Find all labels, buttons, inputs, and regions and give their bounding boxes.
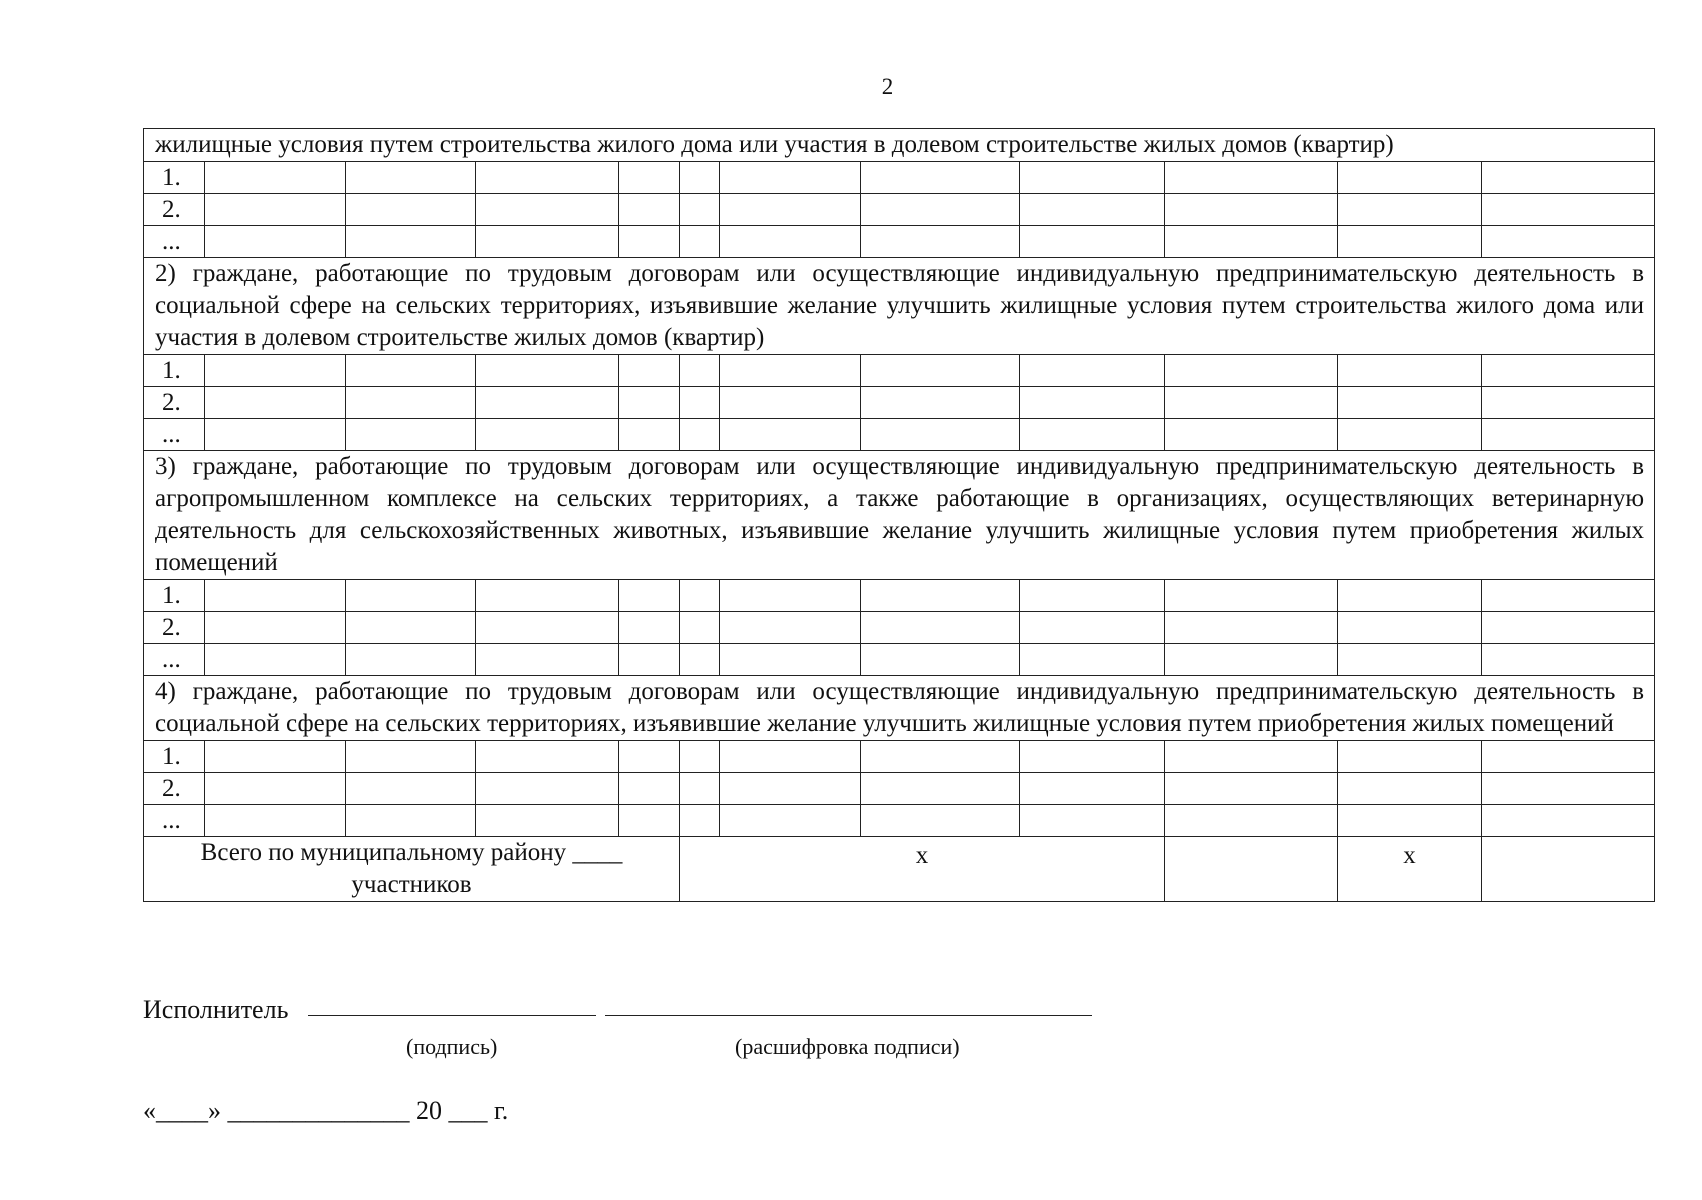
section-heading: 3) граждане, работающие по трудовым договорам или осуществляющие индивидуальную предпринимательскую деятельность в агропромышленном комплексе на сельских территориях, а также работающие в организациях, осуществляющих ветеринарную деятельность для сельскохозяйственных животных, изъявившие желание улучшить жилищные условия путем приобретения жилых помещений [144,451,1655,580]
table-cell [720,226,861,258]
table-cell [205,612,346,644]
table-cell [619,355,680,387]
row-number: ... [144,419,205,451]
row-number: ... [144,226,205,258]
table-cell [1165,837,1338,902]
table-cell [1338,644,1482,676]
table-row [144,387,1655,419]
table-cell [205,162,346,194]
table-cell [1482,837,1655,902]
section-heading-row [144,129,1655,162]
table-row [144,162,1655,194]
table-cell [1482,419,1655,451]
total-x-mark: х [680,837,1165,902]
table-cell [861,162,1020,194]
row-number: 1. [144,355,205,387]
table-cell [680,194,720,226]
table-cell [476,419,619,451]
table-cell [1165,162,1338,194]
table-cell [205,805,346,837]
table-cell [1482,580,1655,612]
table-cell [1165,194,1338,226]
table-cell [619,741,680,773]
table-cell [720,194,861,226]
table-cell [1020,805,1165,837]
signature-line [308,1015,596,1016]
table-cell [720,387,861,419]
table-cell [1165,355,1338,387]
table-cell [619,805,680,837]
table-cell [1165,773,1338,805]
table-row [144,773,1655,805]
table-cell [1482,741,1655,773]
total-label: Всего по муниципальному району ____ участников [144,837,680,902]
table-cell [346,226,476,258]
table-cell [476,580,619,612]
executor-label: Исполнитель [143,995,289,1024]
row-number: 2. [144,387,205,419]
table-cell [680,741,720,773]
table-cell [476,387,619,419]
table-cell [1165,226,1338,258]
table-cell [346,355,476,387]
table-cell [680,580,720,612]
signature-caption: (подпись) [406,1034,498,1059]
table-cell [1020,226,1165,258]
table-cell [1020,644,1165,676]
table-cell [720,644,861,676]
table-cell [346,419,476,451]
table-cell [346,580,476,612]
table-cell [1338,580,1482,612]
table-cell [1482,355,1655,387]
table-cell [1165,419,1338,451]
row-number: 2. [144,612,205,644]
table-cell [1165,644,1338,676]
total-row [144,837,1655,902]
table-cell [1338,773,1482,805]
table-cell [861,226,1020,258]
table-cell [680,355,720,387]
table-cell [1338,387,1482,419]
table-cell [1482,644,1655,676]
table-cell [720,355,861,387]
table-row [144,644,1655,676]
table-cell [720,773,861,805]
table-cell [346,741,476,773]
table-cell [619,226,680,258]
table-cell [720,612,861,644]
table-cell [1482,162,1655,194]
table-cell [1020,194,1165,226]
table-cell [476,355,619,387]
table-cell [619,580,680,612]
table-cell [1165,805,1338,837]
row-number: ... [144,644,205,676]
table-cell [346,773,476,805]
table-cell [1020,580,1165,612]
table-row [144,741,1655,773]
table-cell [680,773,720,805]
table-cell [1482,612,1655,644]
table-cell [619,644,680,676]
participants-table [143,128,1655,902]
row-number: 2. [144,773,205,805]
section-heading: 2) граждане, работающие по трудовым договорам или осуществляющие индивидуальную предпринимательскую деятельность в социальной сфере на сельских территориях, изъявившие желание улучшить жилищные условия путем строительства жилого дома или участия в долевом строительстве жилых домов (квартир) [144,258,1655,355]
total-x-mark: х [1338,837,1482,902]
row-number: 2. [144,194,205,226]
table-cell [861,580,1020,612]
table-cell [1165,387,1338,419]
table-cell [1338,612,1482,644]
table-row [144,419,1655,451]
table-cell [205,644,346,676]
table-cell [1020,419,1165,451]
table-cell [1482,773,1655,805]
table-cell [1020,355,1165,387]
table-cell [346,644,476,676]
table-cell [861,355,1020,387]
date-line: «____» ______________ 20 ___ г. [143,1096,509,1125]
table-row [144,194,1655,226]
table-cell [861,194,1020,226]
table-cell [476,226,619,258]
table-cell [619,194,680,226]
row-number: ... [144,805,205,837]
table-cell [476,773,619,805]
table-cell [205,194,346,226]
table-cell [205,226,346,258]
table-cell [476,162,619,194]
table-cell [476,741,619,773]
table-cell [619,162,680,194]
table-cell [1165,580,1338,612]
table-cell [205,387,346,419]
table-cell [1482,226,1655,258]
table-cell [720,419,861,451]
table-cell [720,805,861,837]
table-cell [1020,162,1165,194]
signature-decoding-caption: (расшифровка подписи) [735,1034,960,1059]
table-cell [680,226,720,258]
table-row [144,805,1655,837]
table-cell [1020,612,1165,644]
table-cell [1482,387,1655,419]
section-heading-row [144,451,1655,580]
table-cell [619,612,680,644]
table-cell [476,644,619,676]
table-cell [1020,773,1165,805]
section-heading: жилищные условия путем строительства жилого дома или участия в долевом строительстве жилых домов (квартир) [144,129,1655,162]
table-cell [346,805,476,837]
table-cell [619,387,680,419]
table-cell [476,194,619,226]
table-cell [1165,612,1338,644]
table-cell [720,162,861,194]
table-cell [720,741,861,773]
table-cell [1338,419,1482,451]
row-number: 1. [144,162,205,194]
table-row [144,226,1655,258]
table-cell [861,612,1020,644]
table-cell [1338,162,1482,194]
row-number: 1. [144,741,205,773]
table-cell [205,419,346,451]
section-heading: 4) граждане, работающие по трудовым договорам или осуществляющие индивидуальную предпринимательскую деятельность в социальной сфере на сельских территориях, изъявившие желание улучшить жилищные условия путем приобретения жилых помещений [144,676,1655,741]
table-cell [205,580,346,612]
table-cell [205,741,346,773]
table-cell [476,805,619,837]
table-cell [861,419,1020,451]
table-cell [680,162,720,194]
table-cell [680,612,720,644]
signature-block [143,995,960,1059]
table-cell [346,194,476,226]
table-cell [861,644,1020,676]
table-cell [861,387,1020,419]
table-cell [1338,194,1482,226]
table-cell [476,612,619,644]
table-cell [346,162,476,194]
table-cell [680,805,720,837]
table-cell [720,580,861,612]
table-cell [1482,194,1655,226]
table-cell [346,387,476,419]
table-cell [1338,226,1482,258]
table-cell [1020,741,1165,773]
table-cell [861,805,1020,837]
table-cell [680,419,720,451]
table-cell [619,419,680,451]
page-number: 2 [881,74,894,99]
table-cell [205,355,346,387]
table-cell [680,387,720,419]
table-cell [861,773,1020,805]
section-heading-row [144,258,1655,355]
signature-decoding-line [605,1015,1092,1016]
table-cell [1338,355,1482,387]
table-cell [1165,741,1338,773]
table-cell [1338,805,1482,837]
table-cell [1020,387,1165,419]
row-number: 1. [144,580,205,612]
table-cell [680,644,720,676]
table-cell [205,773,346,805]
table-row [144,612,1655,644]
section-heading-row [144,676,1655,741]
table-cell [861,741,1020,773]
table-cell [619,773,680,805]
table-cell [346,612,476,644]
table-row [144,580,1655,612]
table-cell [1482,805,1655,837]
table-cell [1338,741,1482,773]
table-row [144,355,1655,387]
